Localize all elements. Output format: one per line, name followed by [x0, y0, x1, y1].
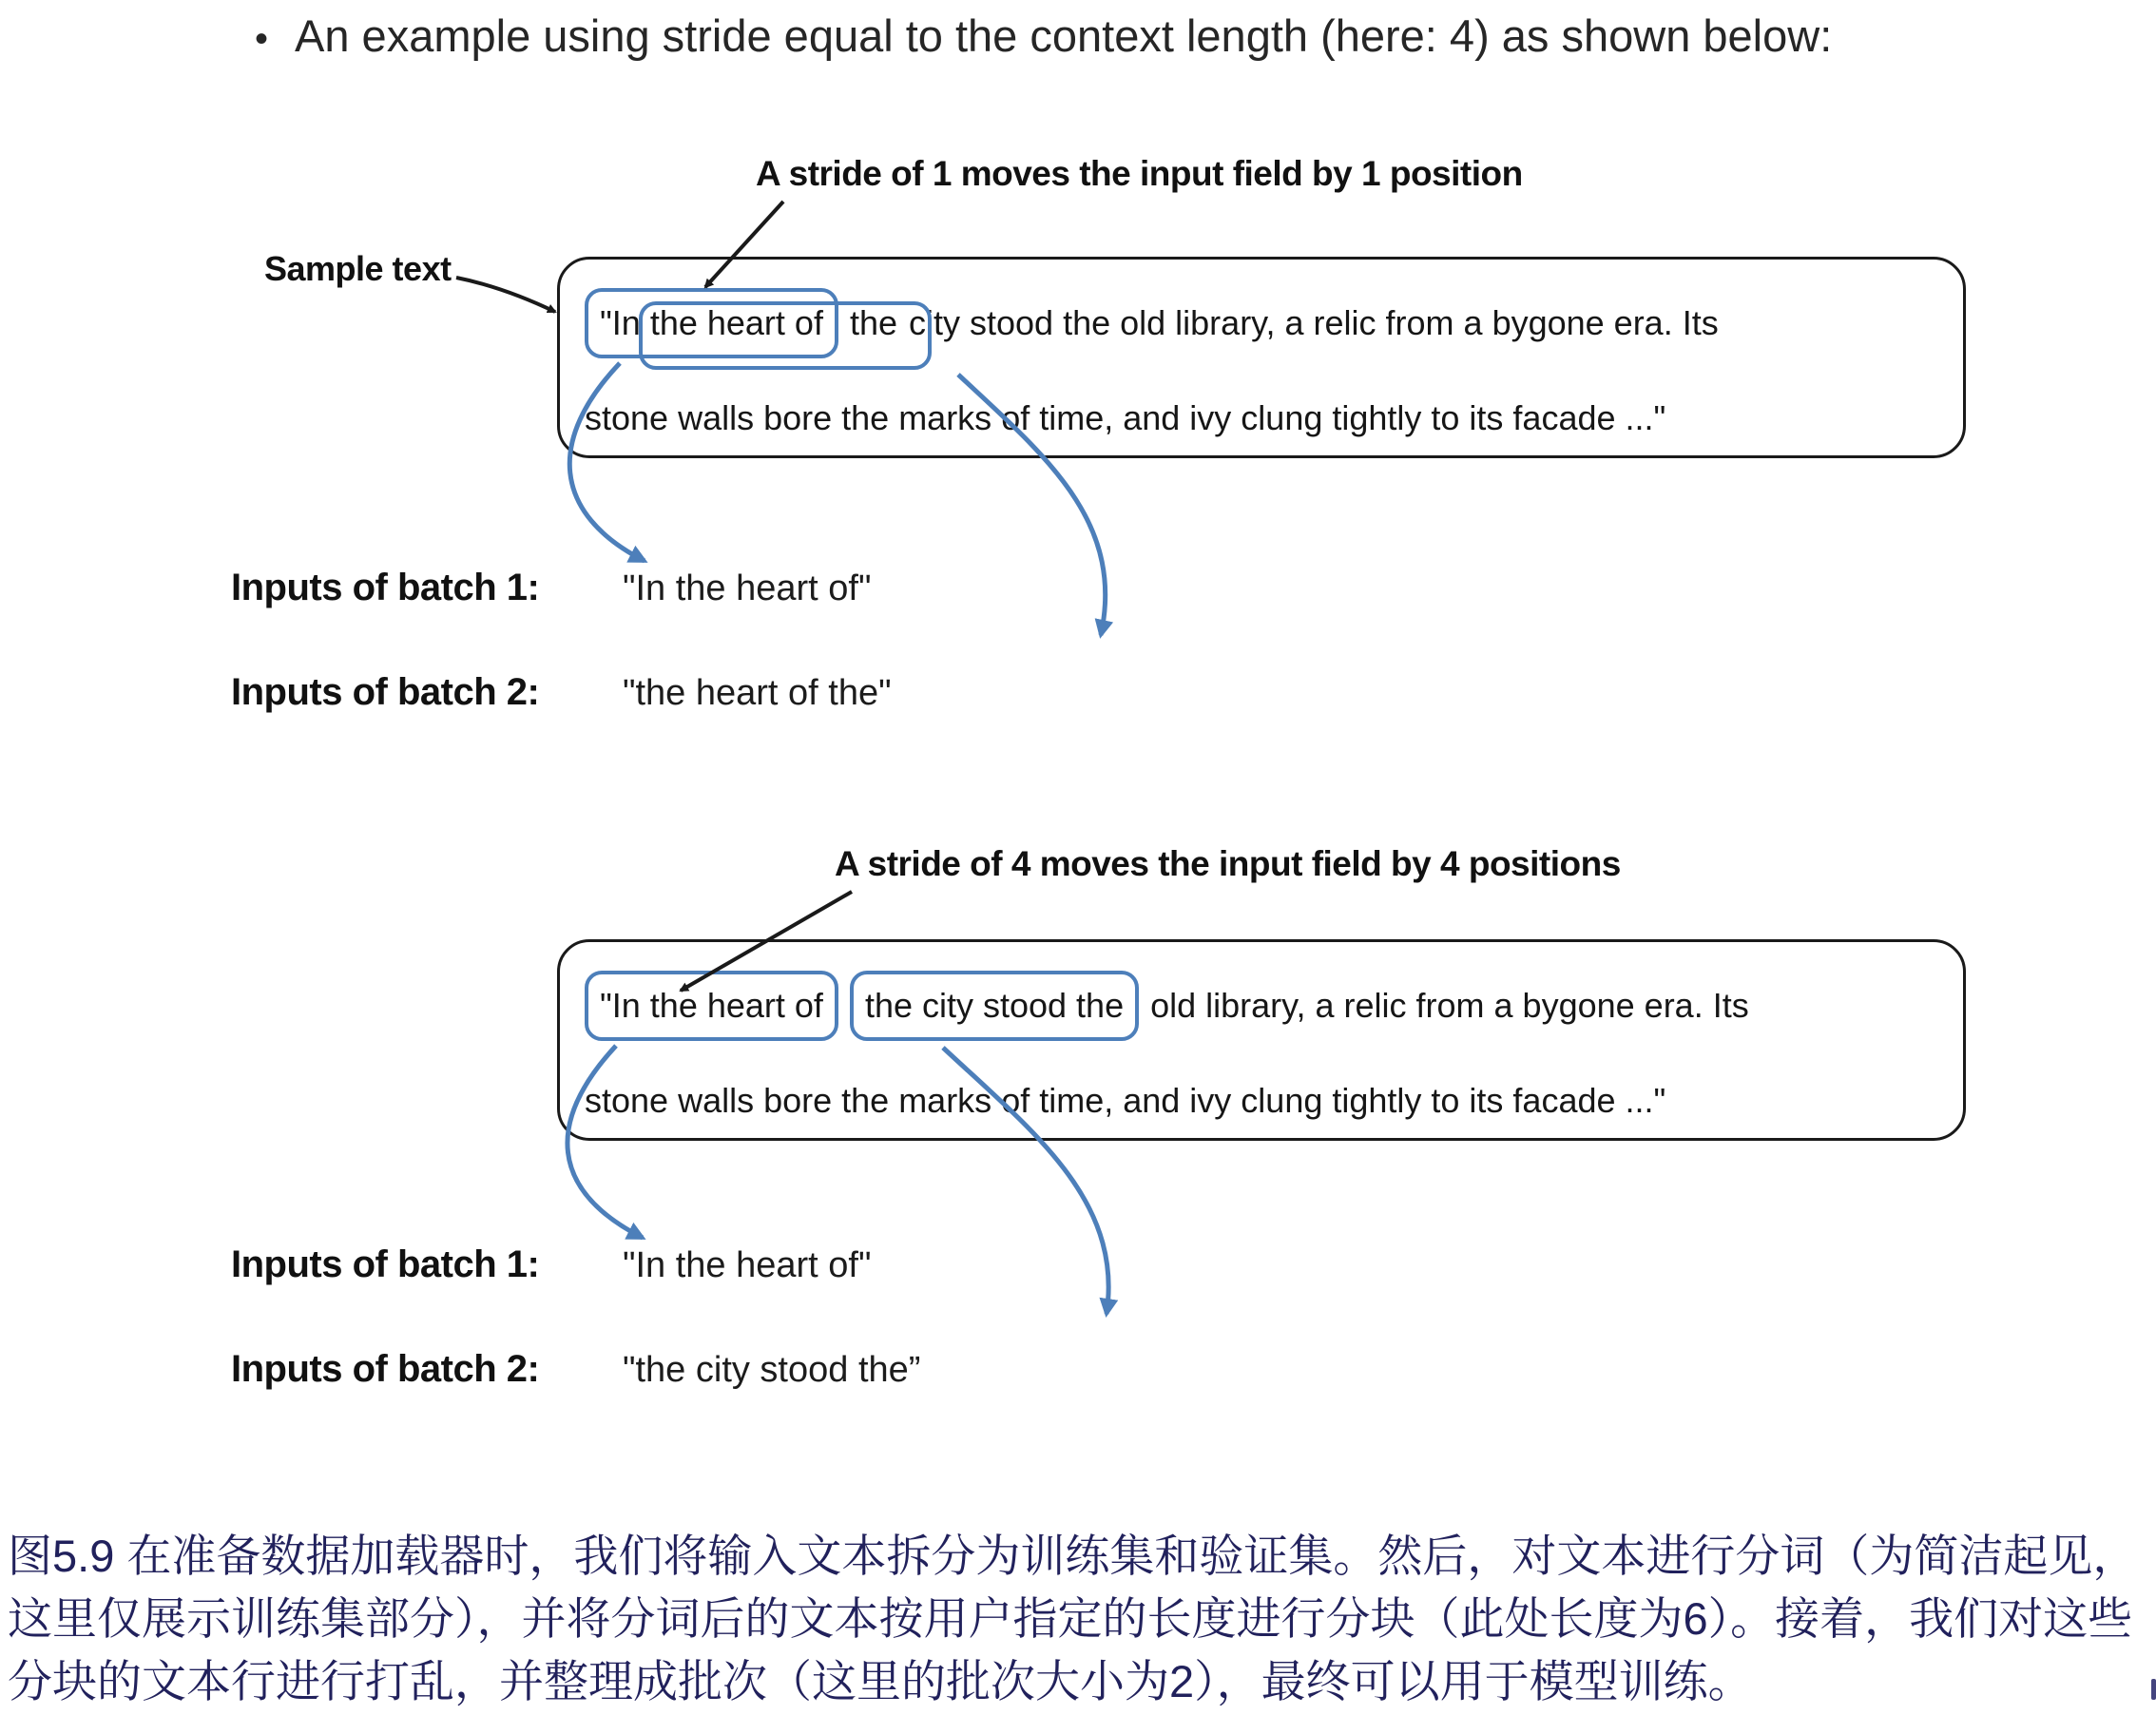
- stride1-batch2-value: "the heart of the": [623, 673, 892, 713]
- edge-mark: [2151, 1679, 2156, 1700]
- stride1-batch2-row: [231, 671, 892, 714]
- stride4-title: A stride of 4 moves the input field by 4 positions: [835, 844, 1621, 883]
- stride4-sample-box: [557, 939, 1966, 1141]
- stride4-highlight-window2: [850, 971, 1139, 1041]
- bullet-marker: •: [255, 18, 269, 60]
- stride1-sample-box: [557, 257, 1966, 458]
- sample-text-label: Sample text: [264, 249, 452, 288]
- stride1-sample-line1: [585, 288, 1719, 358]
- stride1-batch1-value: "In the heart of": [623, 568, 872, 608]
- stride4-batch1-value: "In the heart of": [623, 1245, 872, 1285]
- stride4-sample-line1: [585, 971, 1749, 1041]
- bullet-text: An example using stride equal to the context length (here: 4) as shown below:: [295, 10, 1833, 61]
- stride4-batch2-row: [231, 1348, 920, 1391]
- sample-text-arrow: [456, 278, 555, 312]
- caption-line-1: 图5.9 在准备数据加载器时，我们将输入文本拆分为训练集和验证集。然后，对文本进行分词（为简洁起见，: [8, 1531, 2138, 1581]
- stride4-batch1-row: [231, 1243, 871, 1286]
- stride4-seg-first: "In the heart of: [600, 986, 823, 1025]
- stride1-seg-rest: city stood the old library, a relic from a bygone era. Its: [909, 303, 1719, 342]
- stride4-seg-rest: old library, a relic from a bygone era. Its: [1150, 986, 1749, 1025]
- caption-line-2: 这里仅展示训练集部分），并将分词后的文本按用户指定的长度进行分块（此处长度为6）。接着，我们对这些: [8, 1593, 2133, 1644]
- stride1-title: A stride of 1 moves the input field by 1 position: [756, 154, 1523, 193]
- stride1-sample-line2: stone walls bore the marks of time, and ivy clung tightly to its facade ...": [585, 398, 1666, 437]
- stride4-batch1-label: Inputs of batch 1:: [231, 1243, 540, 1285]
- stride1-batch1-row: [231, 567, 871, 609]
- stride4-batch2-value: "the city stood the”: [623, 1350, 921, 1390]
- stride1-highlight-window1: [585, 288, 838, 358]
- stride4-sample-line2: stone walls bore the marks of time, and ivy clung tightly to its facade ...": [585, 1081, 1666, 1120]
- stride1-seg-in: "In: [600, 303, 641, 342]
- stride4-seg-second: the city stood the: [864, 986, 1125, 1025]
- bullet-line: [255, 10, 1832, 67]
- stride1-batch1-label: Inputs of batch 1:: [231, 567, 540, 608]
- stride1-batch2-label: Inputs of batch 2:: [231, 671, 540, 713]
- stride1-seg-the: the: [849, 303, 897, 342]
- stride4-batch2-label: Inputs of batch 2:: [231, 1348, 540, 1390]
- caption-line-3: 分块的文本行进行打乱，并整理成批次（这里的批次大小为2），最终可以用于模型训练。: [8, 1656, 1753, 1706]
- stride1-seg-middle: the heart of: [649, 303, 823, 342]
- stride4-highlight-window1: [585, 971, 838, 1041]
